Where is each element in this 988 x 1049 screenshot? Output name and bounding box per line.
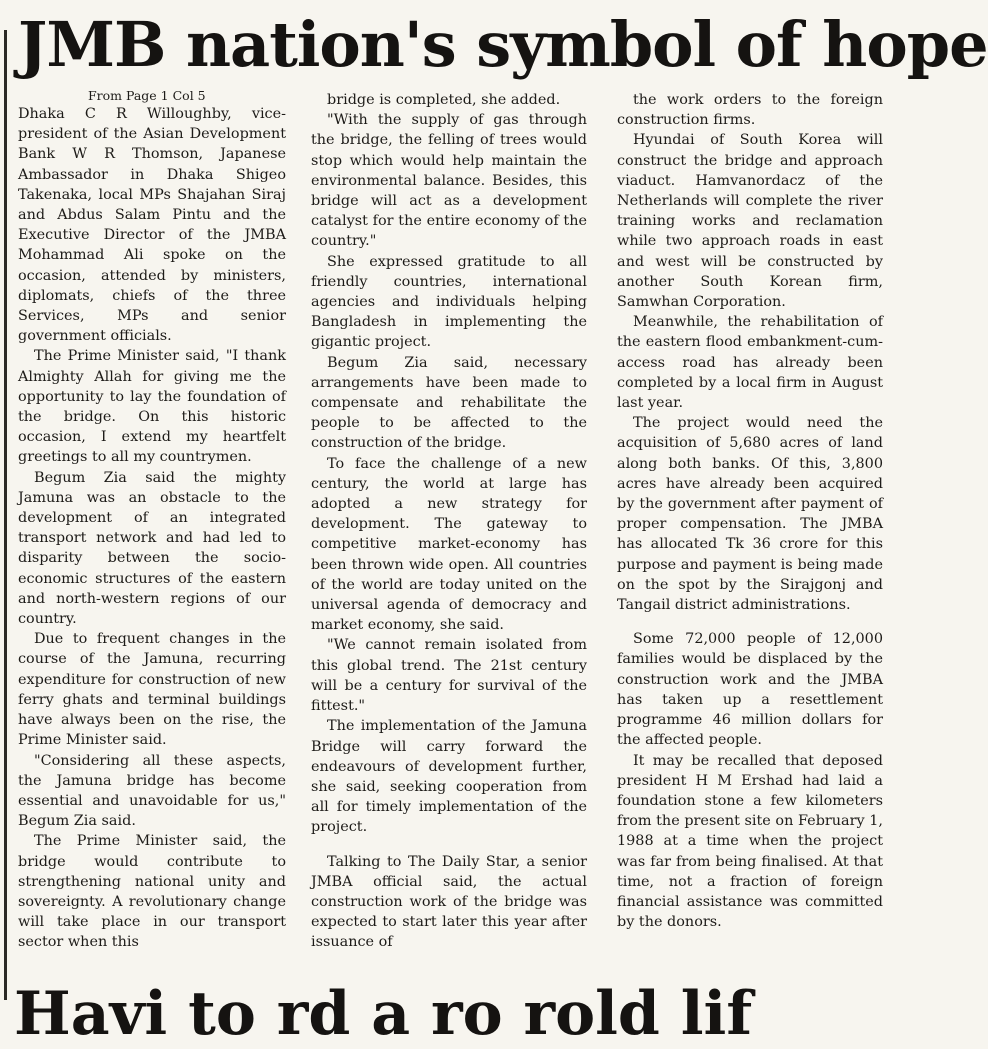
paragraph: It may be recalled that deposed president H M Ershad had laid a foundation stone a few kilometers from the present site on February 1, 1988 at a time when the project was far from being finalised. At that time, not a fraction of foreign financial assistance was committed by the donors. [617, 752, 883, 931]
headline: JMB nation's symbol of hope [18, 8, 988, 81]
article-column-1 [18, 88, 286, 953]
next-headline-cutoff [14, 979, 902, 1049]
paragraph: Dhaka C R Willoughby, vice-president of the Asian Development Bank W R Thomson, Japanese Ambassador in Dhaka Shigeo Takenaka, local MPs Shajahan Siraj and Abdus Salam Pintu and the Executive Director of the JMBA Mohammad Ali spoke on the occasion, attended by ministers, diplomats, chiefs of the three Services, MPs and senior government officials. [18, 106, 286, 345]
paragraph: bridge is completed, she added. [327, 92, 561, 108]
paragraph: Some 72,000 people of 12,000 families would be displaced by the construction work and the JMBA has taken up a resettlement programme 46 million dollars for the affected people. [617, 631, 883, 749]
paragraph: Meanwhile, the rehabilitation of the eastern flood embankment-cum-access road has already been completed by a local firm in August last year. [617, 314, 883, 412]
paragraph: "Considering all these aspects, the Jamuna bridge has become essential and unavoidable for us," Begum Zia said. [18, 752, 286, 830]
paragraph: The project would need the acquisition of 5,680 acres of land along both banks. Of this, 3,800 acres have already been acquired by the government after payment of proper compensation. The JMBA has allocated Tk 36 crore for this purpose and payment is being made on the spot by the Sirajgonj and Tangail district administrations. [617, 415, 883, 614]
paragraph: "We cannot remain isolated from this global trend. The 21st century will be a century for survival of the fittest." [311, 637, 587, 715]
article-column-3 [617, 90, 883, 932]
article-column-2 [311, 90, 587, 953]
paragraph: Hyundai of South Korea will construct the bridge and approach viaduct. Hamvanordacz of the Netherlands will complete the river training works and reclamation while two approach roads in east and west will be constructed by another South Korean firm, Samwhan Corporation. [617, 132, 883, 311]
paragraph: The Prime Minister said, the bridge would contribute to strengthening national unity and sovereignty. A revolutionary change will take place in our transport sector when this [18, 833, 286, 951]
paragraph: Talking to The Daily Star, a senior JMBA official said, the actual construction work of the bridge was expected to start later this year after issuance of [311, 853, 587, 951]
paragraph: The implementation of the Jamuna Bridge will carry forward the endeavours of development further, she said, seeking cooperation from all for timely implementation of the project. [311, 718, 587, 836]
next-headline-text: Havi to rd a ro rold lif [14, 979, 753, 1049]
paragraph: She expressed gratitude to all friendly countries, international agencies and individuals helping Bangladesh in implementing the gigantic project. [311, 253, 587, 351]
paragraph: the work orders to the foreign construction firms. [617, 92, 883, 129]
paragraph: "With the supply of gas through the bridge, the felling of trees would stop which would help maintain the environmental balance. Besides, this bridge will act as a development catalyst for the entire economy of the country." [311, 112, 587, 250]
paragraph: Due to frequent changes in the course of the Jamuna, recurring expenditure for construction of new ferry ghats and terminal buildings have always been on the rise, the Prime Minister said. [18, 631, 286, 749]
paragraph: Begum Zia said, necessary arrangements have been made to compensate and rehabilitate the people to be affected to the construction of the bridge. [311, 354, 587, 452]
paragraph: To face the challenge of a new century, the world at large has adopted a new strategy for development. The gateway to competitive market-economy has been thrown wide open. All countries of the world are today united on the universal agenda of democracy and market economy, she said. [311, 455, 587, 634]
left-column-rule [4, 30, 7, 1000]
jump-line: From Page 1 Col 5 [88, 88, 206, 103]
paragraph: The Prime Minister said, "I thank Almighty Allah for giving me the opportunity to lay the foundation of the bridge. On this historic occasion, I extend my heartfelt greetings to all my countrymen. [18, 348, 286, 466]
paragraph: Begum Zia said the mighty Jamuna was an obstacle to the development of an integrated transport network and had led to disparity between the socio-economic structures of the eastern and north-western regions of our country. [18, 469, 286, 628]
